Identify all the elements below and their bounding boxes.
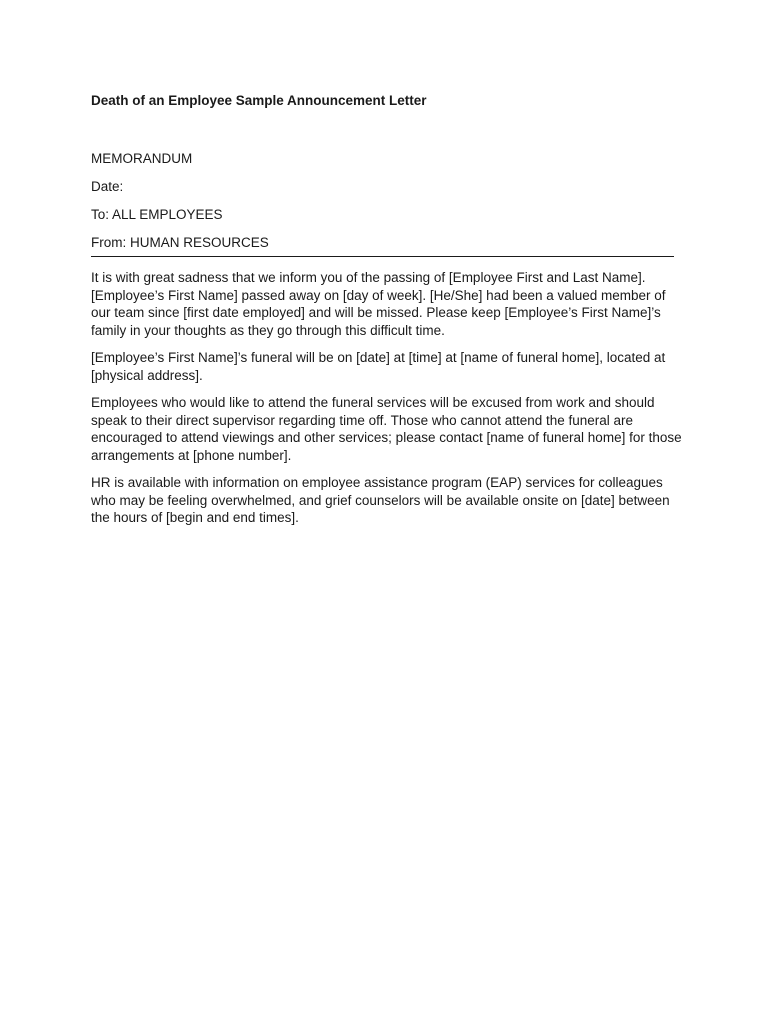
document-title: Death of an Employee Sample Announcement Letter <box>91 93 427 108</box>
paragraph-funeral-details: [Employee’s First Name]’s funeral will be on [date] at [time] at [name of funeral home], located at [physical address]. <box>91 350 666 383</box>
paragraph-time-off: Employees who would like to attend the funeral services will be excused from work and should speak to their direct supervisor regarding time off. Those who cannot attend the funeral are encouraged to attend viewings and other services; please contact [name of funeral home] for those arrangements at [phone number]. <box>91 395 682 463</box>
memo-to: To: ALL EMPLOYEES <box>91 207 223 222</box>
memo-date: Date: <box>91 179 124 194</box>
paragraph-eap-services: HR is available with information on employee assistance program (EAP) services for colleagues who may be feeling overwhelmed, and grief counselors will be available onsite on [date] between the hours of [begin and end times]. <box>91 475 670 525</box>
paragraph-passing-announcement: It is with great sadness that we inform you of the passing of [Employee First and Last Name]. [Employee’s First Name] passed away on [day of week]. [He/She] had been a valued member of our team since [first date employed] and will be missed. Please keep [Employee’s First Name]’s family in your thoughts as they go through this difficult time. <box>91 270 666 338</box>
memo-heading: MEMORANDUM <box>91 151 193 166</box>
memo-from: From: HUMAN RESOURCES <box>91 235 269 250</box>
memo-divider <box>91 256 674 257</box>
document-body <box>91 92 683 537</box>
memo-header <box>91 150 683 252</box>
memo-body <box>91 269 683 527</box>
